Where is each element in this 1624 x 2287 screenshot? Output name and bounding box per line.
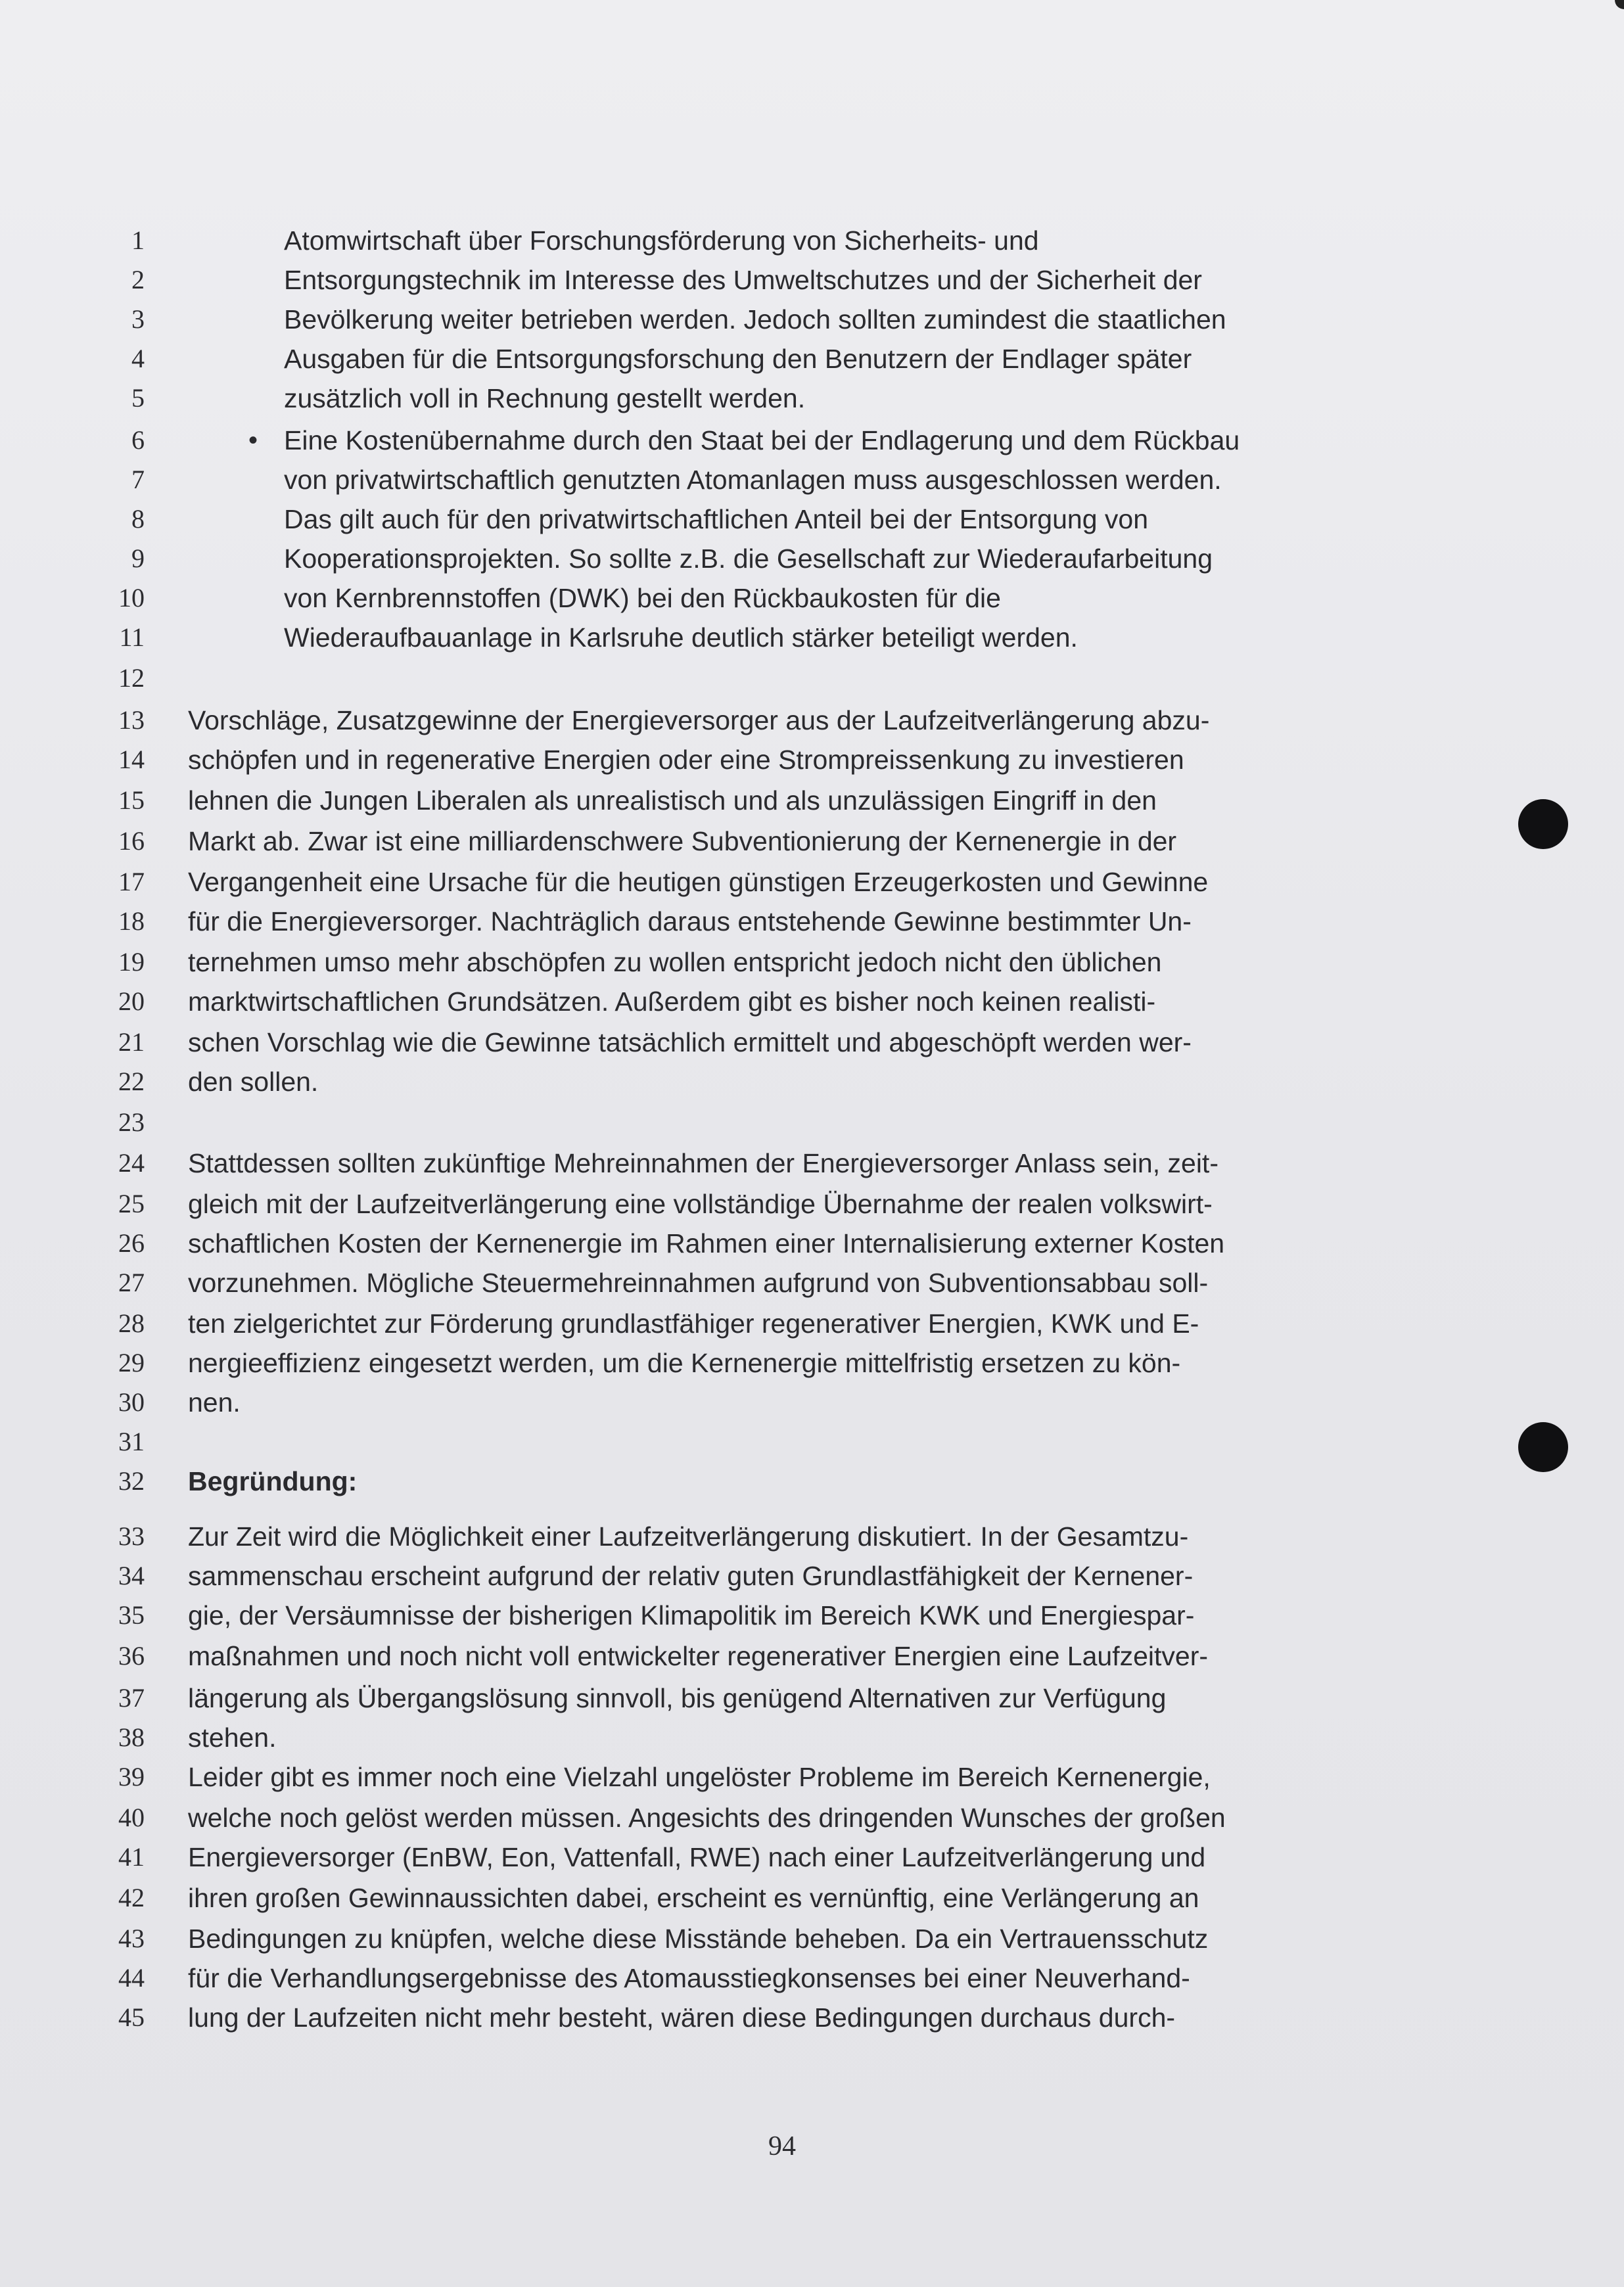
line-number: 43 bbox=[118, 1924, 145, 1953]
text-line bbox=[0, 1678, 1446, 1718]
page-number: 94 bbox=[768, 2131, 796, 2161]
text-line bbox=[0, 1596, 1446, 1635]
line-number: 7 bbox=[131, 465, 145, 494]
line-number: 34 bbox=[118, 1561, 145, 1590]
line-number: 4 bbox=[131, 344, 145, 373]
line-number: 18 bbox=[118, 906, 145, 936]
text-line bbox=[0, 379, 1446, 418]
line-text: sammenschau erscheint aufgrund der relativ guten Grundlastfähigkeit der Kernener- bbox=[188, 1561, 1194, 1591]
line-text: Kooperationsprojekten. So sollte z.B. die Gesellschaft zur Wiederaufarbeitung bbox=[284, 543, 1213, 574]
line-text: marktwirtschaftlichen Grundsätzen. Außerdem gibt es bisher noch keinen realisti- bbox=[188, 986, 1156, 1017]
text-line bbox=[0, 1718, 1446, 1757]
text-line bbox=[0, 578, 1446, 618]
line-number: 38 bbox=[118, 1722, 145, 1752]
line-text: für die Verhandlungsergebnisse des Atomausstiegkonsenses bei einer Neuverhand- bbox=[188, 1963, 1190, 1993]
text-line bbox=[0, 618, 1446, 657]
line-number: 30 bbox=[118, 1387, 145, 1417]
line-text: lehnen die Jungen Liberalen als unrealistisch und als unzulässigen Eingriff in den bbox=[188, 785, 1157, 816]
text-line bbox=[0, 1103, 1446, 1142]
text-line bbox=[0, 221, 1446, 260]
text-line bbox=[0, 1023, 1446, 1062]
text-line bbox=[0, 1062, 1446, 1101]
text-line bbox=[0, 1462, 1446, 1501]
line-number: 16 bbox=[118, 826, 145, 856]
line-text: nen. bbox=[188, 1387, 241, 1418]
text-line bbox=[0, 300, 1446, 339]
line-number: 41 bbox=[118, 1842, 145, 1872]
line-number: 12 bbox=[118, 663, 145, 693]
line-number: 13 bbox=[118, 705, 145, 735]
punch-hole bbox=[1518, 799, 1568, 849]
line-number: 40 bbox=[118, 1803, 145, 1832]
line-text: für die Energieversorger. Nachträglich daraus entstehende Gewinne bestimmter Un- bbox=[188, 906, 1192, 936]
line-text: schöpfen und in regenerative Energien oder eine Strompreissenkung zu investieren bbox=[188, 745, 1184, 775]
text-line bbox=[0, 1636, 1446, 1676]
text-line bbox=[0, 1837, 1446, 1877]
text-line bbox=[0, 902, 1446, 941]
line-number: 44 bbox=[118, 1963, 145, 1993]
text-line bbox=[0, 1556, 1446, 1596]
text-line bbox=[0, 339, 1446, 379]
line-text: Bedingungen zu knüpfen, welche diese Misstände beheben. Da ein Vertrauensschutz bbox=[188, 1924, 1209, 1954]
section-heading: Begründung: bbox=[188, 1466, 358, 1496]
text-line bbox=[0, 942, 1446, 982]
line-number: 35 bbox=[118, 1600, 145, 1630]
line-text: Atomwirtschaft über Forschungsförderung von Sicherheits- und bbox=[284, 225, 1039, 256]
text-line bbox=[0, 1422, 1446, 1462]
line-text: Stattdessen sollten zukünftige Mehreinnahmen der Energieversorger Anlass sein, zeit- bbox=[188, 1148, 1218, 1178]
text-line bbox=[0, 1919, 1446, 1958]
line-number: 15 bbox=[118, 785, 145, 815]
text-line bbox=[0, 740, 1446, 779]
text-line bbox=[0, 1798, 1446, 1837]
line-number: 26 bbox=[118, 1228, 145, 1258]
text-line bbox=[0, 1998, 1446, 2037]
text-line bbox=[0, 1304, 1446, 1343]
text-line bbox=[0, 260, 1446, 300]
line-text: Vorschläge, Zusatzgewinne der Energieversorger aus der Laufzeitverlängerung abzu- bbox=[188, 705, 1210, 735]
line-text: lung der Laufzeiten nicht mehr besteht, wären diese Bedingungen durchaus durch- bbox=[188, 2002, 1176, 2033]
text-line bbox=[0, 1343, 1446, 1383]
line-number: 17 bbox=[118, 867, 145, 896]
text-line bbox=[0, 1144, 1446, 1183]
line-number: 37 bbox=[118, 1683, 145, 1713]
line-text: Markt ab. Zwar ist eine milliardenschwere Subventionierung der Kernenergie in der bbox=[188, 826, 1177, 856]
text-line bbox=[0, 1878, 1446, 1918]
corner-mark bbox=[1615, 0, 1624, 9]
line-number: 28 bbox=[118, 1308, 145, 1338]
text-line bbox=[0, 1184, 1446, 1224]
text-line bbox=[0, 1383, 1446, 1422]
line-text: welche noch gelöst werden müssen. Angesichts des dringenden Wunsches der großen bbox=[188, 1803, 1226, 1833]
line-number: 27 bbox=[118, 1268, 145, 1297]
text-line bbox=[0, 658, 1446, 698]
line-number: 14 bbox=[118, 745, 145, 774]
line-text: Eine Kostenübernahme durch den Staat bei der Endlagerung und dem Rückbau bbox=[284, 425, 1240, 455]
text-line bbox=[0, 421, 1446, 460]
line-text: Wiederaufbauanlage in Karlsruhe deutlich stärker beteiligt werden. bbox=[284, 622, 1078, 653]
line-number: 6 bbox=[131, 425, 145, 455]
punch-hole bbox=[1518, 1422, 1568, 1472]
line-text: Bevölkerung weiter betrieben werden. Jedoch sollten zumindest die staatlichen bbox=[284, 304, 1226, 335]
text-line bbox=[0, 539, 1446, 578]
line-text: ten zielgerichtet zur Förderung grundlastfähiger regenerativer Energien, KWK und E- bbox=[188, 1308, 1199, 1339]
line-text: von privatwirtschaftlich genutzten Atomanlagen muss ausgeschlossen werden. bbox=[284, 465, 1222, 495]
line-text: den sollen. bbox=[188, 1067, 319, 1097]
line-number: 23 bbox=[118, 1107, 145, 1137]
line-text: Leider gibt es immer noch eine Vielzahl ungelöster Probleme im Bereich Kernenergie, bbox=[188, 1762, 1211, 1792]
line-text: gie, der Versäumnisse der bisherigen Klimapolitik im Bereich KWK und Energiespar- bbox=[188, 1600, 1195, 1630]
line-text: Zur Zeit wird die Möglichkeit einer Laufzeitverlängerung diskutiert. In der Gesamtzu- bbox=[188, 1521, 1189, 1552]
text-line bbox=[0, 1517, 1446, 1556]
line-number: 24 bbox=[118, 1148, 145, 1178]
line-text: Das gilt auch für den privatwirtschaftlichen Anteil bei der Entsorgung von bbox=[284, 504, 1149, 534]
text-line bbox=[0, 1263, 1446, 1303]
text-line bbox=[0, 701, 1446, 740]
line-number: 11 bbox=[119, 622, 145, 652]
text-line bbox=[0, 781, 1446, 820]
line-number: 29 bbox=[118, 1348, 145, 1377]
line-number: 8 bbox=[131, 504, 145, 534]
line-text: ihren großen Gewinnaussichten dabei, erscheint es vernünftig, eine Verlängerung an bbox=[188, 1883, 1199, 1913]
line-number: 1 bbox=[131, 225, 145, 255]
line-text: vorzunehmen. Mögliche Steuermehreinnahmen aufgrund von Subventionsabbau soll- bbox=[188, 1268, 1209, 1298]
line-number: 5 bbox=[131, 383, 145, 413]
text-line bbox=[0, 499, 1446, 539]
text-line bbox=[0, 1224, 1446, 1263]
line-text: Entsorgungstechnik im Interesse des Umweltschutzes und der Sicherheit der bbox=[284, 265, 1202, 295]
text-line bbox=[0, 1757, 1446, 1797]
text-line bbox=[0, 1958, 1446, 1998]
line-text: maßnahmen und noch nicht voll entwickelter regenerativer Energien eine Laufzeitver- bbox=[188, 1641, 1209, 1671]
line-number: 45 bbox=[118, 2002, 145, 2032]
line-text: Energieversorger (EnBW, Eon, Vattenfall, RWE) nach einer Laufzeitverlängerung und bbox=[188, 1842, 1206, 1872]
line-number: 31 bbox=[118, 1427, 145, 1456]
line-text: Ausgaben für die Entsorgungsforschung den Benutzern der Endlager später bbox=[284, 344, 1192, 374]
line-number: 19 bbox=[118, 947, 145, 977]
line-number: 33 bbox=[118, 1521, 145, 1551]
line-text: zusätzlich voll in Rechnung gestellt werden. bbox=[284, 383, 806, 413]
line-number: 25 bbox=[118, 1189, 145, 1218]
line-number: 9 bbox=[131, 543, 145, 573]
line-number: 2 bbox=[131, 265, 145, 294]
text-line bbox=[0, 460, 1446, 499]
line-text: von Kernbrennstoffen (DWK) bei den Rückbaukosten für die bbox=[284, 583, 1001, 613]
line-text: ternehmen umso mehr abschöpfen zu wollen entspricht jedoch nicht den üblichen bbox=[188, 947, 1162, 977]
line-number: 42 bbox=[118, 1883, 145, 1912]
text-line bbox=[0, 982, 1446, 1021]
line-text: längerung als Übergangslösung sinnvoll, bis genügend Alternativen zur Verfügung bbox=[188, 1683, 1167, 1713]
line-number: 21 bbox=[118, 1027, 145, 1057]
bullet-marker: • bbox=[248, 426, 258, 455]
line-number: 10 bbox=[118, 583, 145, 612]
text-line bbox=[0, 862, 1446, 902]
line-text: Vergangenheit eine Ursache für die heutigen günstigen Erzeugerkosten und Gewinne bbox=[188, 867, 1209, 897]
line-number: 22 bbox=[118, 1067, 145, 1096]
line-text: gleich mit der Laufzeitverlängerung eine vollständige Übernahme der realen volkswirt- bbox=[188, 1189, 1213, 1219]
line-number: 36 bbox=[118, 1641, 145, 1671]
line-number: 39 bbox=[118, 1762, 145, 1791]
line-text: stehen. bbox=[188, 1722, 277, 1753]
text-line bbox=[0, 821, 1446, 861]
line-text: nergieeffizienz eingesetzt werden, um die Kernenergie mittelfristig ersetzen zu kön- bbox=[188, 1348, 1181, 1378]
line-text: schen Vorschlag wie die Gewinne tatsächlich ermittelt und abgeschöpft werden wer- bbox=[188, 1027, 1192, 1057]
line-text: schaftlichen Kosten der Kernenergie im Rahmen einer Internalisierung externer Kosten bbox=[188, 1228, 1225, 1259]
line-number: 20 bbox=[118, 986, 145, 1016]
line-number: 3 bbox=[131, 304, 145, 334]
line-number: 32 bbox=[118, 1466, 145, 1496]
